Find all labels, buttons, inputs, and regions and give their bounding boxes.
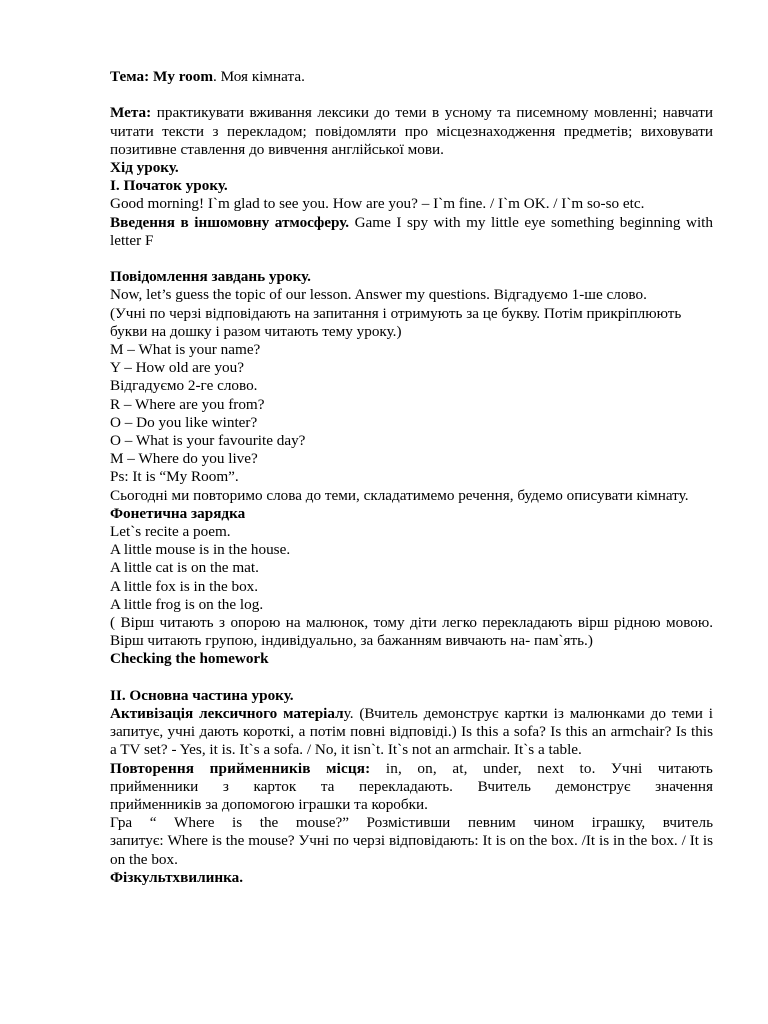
topic-line (110, 68, 713, 86)
question-y: Y – How old are you? (110, 359, 244, 377)
topic-label: Тема: My room (110, 68, 214, 85)
goal-label: Мета: (110, 104, 152, 122)
topic-text: . Моя кімната. (213, 68, 305, 85)
tasks-heading: Повідомлення завдань уроку. (110, 268, 311, 286)
warmup-paragraph (110, 214, 713, 250)
physical-break-heading: Фізкультхвилинка. (110, 868, 244, 886)
guess-instruction: (Учні по черзі відповідають на запитання і отримують за це букву. Потім прикріплюють букви на дошку і разом читають тему уроку.) (110, 304, 682, 340)
lesson-plan (110, 68, 713, 887)
prepositions-line-2: прийменники з карток та перекладають. Вчитель демонструє значення (110, 777, 713, 795)
warmup-label: Введення в іншомовну атмосферу. (110, 213, 350, 231)
prepositions-line-3: прийменників за допомогою іграшки та коробки. (110, 796, 428, 814)
warmup-text: Game I spy with my little eye something beginning with letter F (110, 213, 713, 249)
spacer (110, 669, 713, 687)
question-m2: M – Where do you live? (110, 450, 258, 468)
today-paragraph: Сьогодні ми повторимо слова до теми, складатимемо речення, будемо описувати кімнату. (110, 486, 689, 504)
greeting-line: Good morning! I`m glad to see you. How are you? – I`m fine. / I`m OK. / I`m so-so etc. (110, 195, 645, 213)
goal-paragraph (110, 104, 713, 159)
prepositions-text: in, on, at, under, next to. Учні читають (370, 759, 713, 777)
section-1-heading: I. Початок уроку. (110, 177, 228, 195)
poem-note: ( Вірш читають з опорою на малюнок, тому діти легко перекладають вірш рідною мовою. Вірш читають групою, індивідуально, за бажанням вивчають на- пам`ять.) (110, 614, 713, 650)
vocab-label: Активізація лексичного матеріал (110, 705, 344, 723)
question-o1: O – Do you like winter? (110, 413, 258, 431)
question-m: M – What is your name? (110, 341, 261, 359)
game-line-2: запитує: Where is the mouse? Учні по черзі відповідають: It is on the box. /It is in the box. / It is on the box. (110, 832, 713, 868)
vocab-paragraph (110, 705, 713, 760)
spacer (110, 86, 713, 104)
answer-line: Ps: It is “My Room”. (110, 468, 239, 486)
poem-line: A little fox is in the box. (110, 577, 259, 595)
guess-intro: Now, let’s guess the topic of our lesson. Answer my questions. Відгадуємо 1-ше слово. (110, 286, 647, 304)
poem-line: A little mouse is in the house. (110, 541, 291, 559)
game-line-1: Гра “ Where is the mouse?” Розмістивши певним чином іграшку, вчитель (110, 814, 713, 832)
poem-intro: Let`s recite a poem. (110, 523, 231, 541)
question-o2: O – What is your favourite day? (110, 432, 306, 450)
phonetic-heading: Фонетична зарядка (110, 504, 246, 522)
poem-line: A little cat is on the mat. (110, 559, 259, 577)
vocab-text: у. (Вчитель демонструє картки із малюнками до теми і запитує, учні дають короткі, а потім повні відповіді.) Is this a sofa? Is this an armchair? Is this a TV set? - Yes, it is. It`s a sofa. / No, it isn`t. It`s not an armchair. It`s a table. (110, 705, 713, 759)
prepositions-line-1 (110, 760, 713, 778)
poem-line: A little frog is on the log. (110, 595, 264, 613)
prepositions-label: Повторення прийменників місця: (110, 759, 371, 777)
lesson-flow-heading: Хід уроку. (110, 159, 179, 176)
question-r: R – Where are you from? (110, 395, 265, 413)
goal-text: практикувати вживання лексики до теми в усному та писемному мовленні; навчати читати тексти з перекладом; повідомляти про місцезнаходження предметів; виховувати позитивне ставлення до вивчення англійської мови. (110, 104, 713, 158)
homework-heading: Checking the homework (110, 650, 269, 668)
section-2-heading: II. Основна частина уроку. (110, 686, 294, 704)
spacer (110, 250, 713, 268)
guess-second-word: Відгадуємо 2-ге слово. (110, 377, 258, 395)
